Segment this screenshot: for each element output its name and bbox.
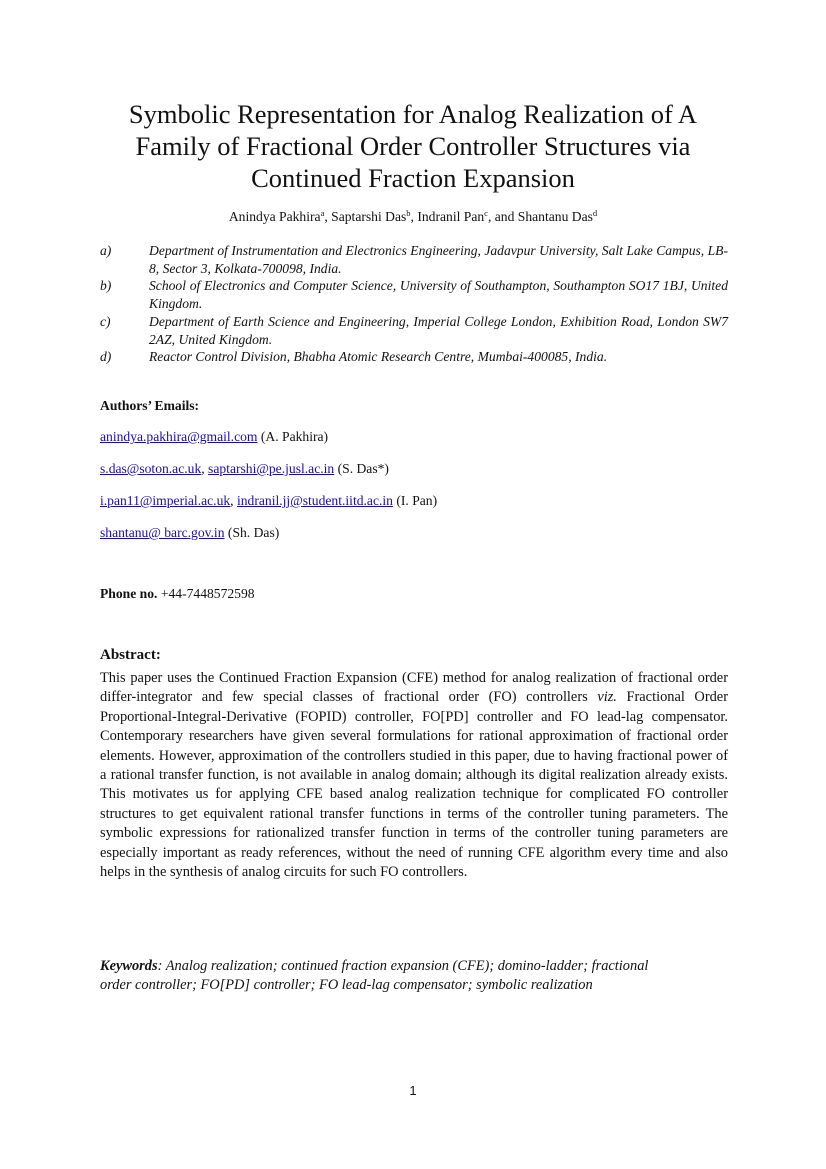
affiliation-text: Reactor Control Division, Bhabha Atomic Research Centre, Mumbai-400085, India. <box>149 349 608 365</box>
title-line: Symbolic Representation for Analog Realization of A <box>128 99 698 129</box>
author-affiliation-mark: c <box>484 208 488 218</box>
affiliation-item <box>100 348 728 366</box>
author-list <box>60 208 766 226</box>
email-owner: (I. Pan) <box>392 493 438 508</box>
email-separator: , <box>201 461 209 476</box>
email-owner: (A. Pakhira) <box>257 429 329 444</box>
email-separator: , <box>230 493 237 508</box>
author-name: Saptarshi Das <box>331 209 407 224</box>
keywords-label: Keywords <box>100 958 158 974</box>
author-affiliation-mark: d <box>592 208 598 218</box>
email-link[interactable]: s.das@soton.ac.uk <box>100 461 202 476</box>
affiliation-item <box>100 313 728 348</box>
abstract-text: This paper uses the Continued Fraction Expansion (CFE) method for analog realization of fractional order differ-integrator and few special classes of fractional order (FO) controllers <box>100 670 728 706</box>
email-link[interactable]: indranil.jj@student.iitd.ac.in <box>236 493 393 508</box>
email-link[interactable]: saptarshi@pe.jusl.ac.in <box>208 461 335 476</box>
affiliation-tag: d) <box>100 349 112 365</box>
keywords-text: : Analog realization; continued fraction expansion (CFE); domino-ladder; fractional order controller; FO[PD] controller; FO lead-lag compensator; symbolic realization <box>100 958 649 994</box>
paper-title <box>60 98 766 194</box>
author-affiliation-mark: a <box>320 208 325 218</box>
email-row <box>100 460 389 478</box>
phone-line <box>100 585 255 603</box>
abstract-text: Fractional Order Proportional-Integral-Derivative (FOPID) controller, FO[PD] controller and FO lead-lag compensator. Contemporary researchers have given several formulations for rational approximation of fractional order elements. However, approximation of the controllers studied in this paper, due to having fractional power of a rational transfer function, is not available in analog domain; although its digital realization already exists. This motivates us for applying CFE based analog realization technique for complicated FO controller structures to get equivalent rational transfer functions in terms of the controller tuning parameters. The symbolic expressions for rationalized transfer function in terms of the controller tuning parameters are especially important as ready references, without the need of running CFE algorithm every time and also helps in the synthesis of analog circuits for such FO controllers. <box>100 689 728 881</box>
author-separator: , and <box>487 209 518 224</box>
affiliation-tag: b) <box>100 278 112 294</box>
keywords <box>100 957 680 995</box>
email-link[interactable]: anindya.pakhira@gmail.com <box>100 429 258 444</box>
email-row <box>100 524 279 542</box>
author-separator: , <box>324 209 332 224</box>
abstract-heading: Abstract: <box>100 647 161 663</box>
affiliation-text: Department of Instrumentation and Electronics Engineering, Jadavpur University, Salt Lake Campus, LB-8, Sector 3, Kolkata-700098, India. <box>149 243 728 276</box>
email-owner: (S. Das*) <box>334 461 389 476</box>
affiliation-text: Department of Earth Science and Engineering, Imperial College London, Exhibition Road, London SW7 2AZ, United Kingdom. <box>149 313 728 347</box>
email-row <box>100 492 437 510</box>
affiliation-list <box>100 242 728 366</box>
email-link[interactable]: shantanu@ barc.gov.in <box>100 525 225 540</box>
email-owner: (Sh. Das) <box>224 525 280 540</box>
abstract-body <box>100 669 728 882</box>
author-affiliation-mark: b <box>406 208 411 218</box>
phone-label: Phone no. <box>100 586 158 601</box>
title-line: Continued Fraction Expansion <box>251 163 575 193</box>
author-name: Anindya Pakhira <box>228 209 321 224</box>
email-link[interactable]: i.pan11@imperial.ac.uk <box>100 493 231 508</box>
affiliation-tag: c) <box>100 313 111 329</box>
affiliation-text: School of Electronics and Computer Science, University of Southampton, Southampton SO17 1BJ, United Kingdom. <box>149 278 728 312</box>
author-name: Shantanu Das <box>517 209 593 224</box>
email-row <box>100 428 328 446</box>
affiliation-item <box>100 277 728 312</box>
emails-heading: Authors’ Emails: <box>100 398 200 413</box>
author-separator: , <box>410 209 418 224</box>
affiliation-tag: a) <box>100 243 112 258</box>
abstract-viz: viz. <box>597 689 617 706</box>
author-name: Indranil Pan <box>417 209 485 224</box>
page-number: 1 <box>409 1083 417 1098</box>
title-line: Family of Fractional Order Controller Structures via <box>135 131 691 161</box>
affiliation-item <box>100 242 728 277</box>
phone-value: +44-7448572598 <box>157 586 255 601</box>
